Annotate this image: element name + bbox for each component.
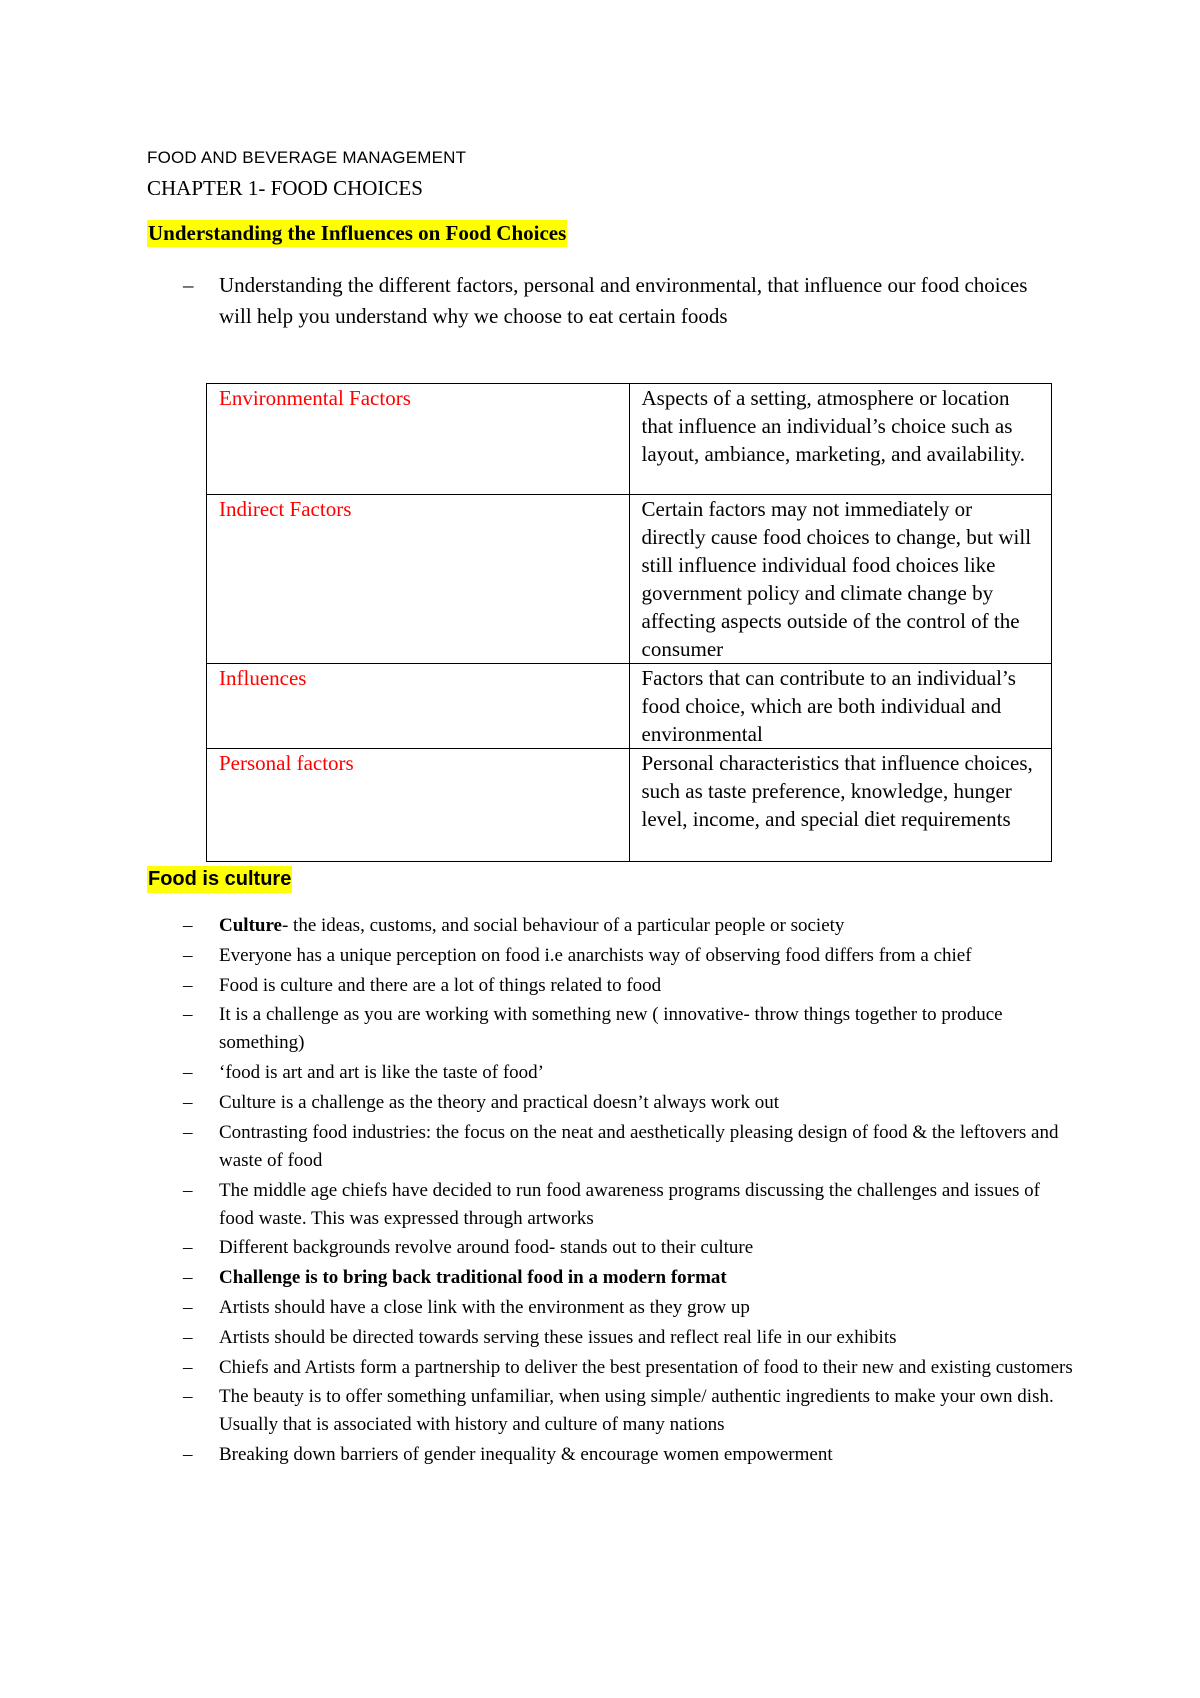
list-item xyxy=(147,1089,1077,1117)
dash-bullet-icon: – xyxy=(183,1179,193,1201)
list-item-text: Contrasting food industries: the focus on the neat and aesthetically pleasing design of food & the leftovers and waste of food xyxy=(219,1121,1059,1171)
table-cell-definition: Personal characteristics that influence choices, such as taste preference, knowledge, hunger level, income, and special diet requirements xyxy=(629,749,1052,862)
course-title: FOOD AND BEVERAGE MANAGEMENT xyxy=(147,148,467,167)
list-item-text: Breaking down barriers of gender inequality & encourage women empowerment xyxy=(219,1444,833,1466)
dash-bullet-icon: – xyxy=(183,273,194,297)
dash-bullet-icon: – xyxy=(183,1091,193,1113)
table-cell-definition: Aspects of a setting, atmosphere or location that influence an individual’s choice such as layout, ambiance, marketing, and availability. xyxy=(629,384,1052,495)
list-item-text: It is a challenge as you are working with something new ( innovative- throw things together to produce something) xyxy=(219,1004,1003,1054)
table-row xyxy=(207,384,1052,495)
chapter-title: CHAPTER 1- FOOD CHOICES xyxy=(147,176,423,200)
list-item-text: The middle age chiefs have decided to run food awareness programs discussing the challenges and issues of food waste. This was expressed through artworks xyxy=(219,1179,1040,1229)
dash-bullet-icon: – xyxy=(183,974,193,996)
dash-bullet-icon: – xyxy=(183,1386,193,1408)
list-item xyxy=(147,1059,1077,1087)
culture-bullet-list xyxy=(147,912,1077,1471)
list-item xyxy=(147,972,1077,1000)
list-item-text: The beauty is to offer something unfamiliar, when using simple/ authentic ingredients to make your own dish. Usually that is associated with history and culture of many nations xyxy=(219,1386,1054,1436)
list-item-text: Understanding the different factors, personal and environmental, that influence our food choices will help you understand why we choose to eat certain foods xyxy=(219,273,1028,328)
list-item xyxy=(147,1294,1077,1322)
list-item xyxy=(147,1119,1077,1175)
list-item-text: Culture is a challenge as the theory and practical doesn’t always work out xyxy=(219,1091,779,1113)
table-cell-definition: Certain factors may not immediately or directly cause food choices to change, but will still influence individual food choices like government policy and climate change by affecting aspects outside of the control of the consumer xyxy=(629,495,1052,664)
dash-bullet-icon: – xyxy=(183,1121,193,1143)
table-row xyxy=(207,664,1052,749)
section-heading-food-culture: Food is culture xyxy=(147,866,292,893)
dash-bullet-icon: – xyxy=(183,1267,193,1289)
list-item xyxy=(147,1264,1077,1292)
dash-bullet-icon: – xyxy=(183,1296,193,1318)
list-item xyxy=(147,270,1057,332)
list-item xyxy=(147,912,1077,940)
list-item xyxy=(147,1177,1077,1233)
list-item xyxy=(147,1441,1077,1469)
table-cell-term: Indirect Factors xyxy=(207,495,630,664)
dash-bullet-icon: – xyxy=(183,1062,193,1084)
list-item-text: Chiefs and Artists form a partnership to deliver the best presentation of food to their new and existing customers xyxy=(219,1356,1073,1378)
list-item-text: Different backgrounds revolve around food- stands out to their culture xyxy=(219,1237,754,1259)
culture-term: Culture xyxy=(219,915,282,936)
intro-bullet-list xyxy=(147,270,1057,332)
list-item-text: ‘food is art and art is like the taste of food’ xyxy=(219,1062,545,1084)
dash-bullet-icon: – xyxy=(183,944,193,966)
list-item xyxy=(147,1234,1077,1262)
dash-bullet-icon: – xyxy=(183,1444,193,1466)
list-item-text: Everyone has a unique perception on food i.e anarchists way of observing food differs from a chief xyxy=(219,944,972,966)
list-item-text: Artists should be directed towards serving these issues and reflect real life in our exhibits xyxy=(219,1326,897,1348)
list-item-text-bold: Challenge is to bring back traditional food in a modern format xyxy=(219,1267,727,1289)
table-cell-definition: Factors that can contribute to an individual’s food choice, which are both individual and environmental xyxy=(629,664,1052,749)
list-item xyxy=(147,1324,1077,1352)
section-heading-influences: Understanding the Influences on Food Choices xyxy=(148,221,567,245)
list-item-text: Artists should have a close link with the environment as they grow up xyxy=(219,1296,750,1318)
list-item xyxy=(147,1001,1077,1057)
list-item xyxy=(147,942,1077,970)
list-item xyxy=(147,1383,1077,1439)
dash-bullet-icon: – xyxy=(183,915,193,936)
table-cell-term: Influences xyxy=(207,664,630,749)
table-cell-term: Environmental Factors xyxy=(207,384,630,495)
factors-table xyxy=(206,383,1052,862)
dash-bullet-icon: – xyxy=(183,1004,193,1026)
list-item-text: Food is culture and there are a lot of things related to food xyxy=(219,974,662,996)
dash-bullet-icon: – xyxy=(183,1237,193,1259)
table-row xyxy=(207,495,1052,664)
table-cell-term: Personal factors xyxy=(207,749,630,862)
culture-definition: - the ideas, customs, and social behaviour of a particular people or society xyxy=(281,915,845,936)
table-row xyxy=(207,749,1052,862)
list-item xyxy=(147,1354,1077,1382)
dash-bullet-icon: – xyxy=(183,1356,193,1378)
dash-bullet-icon: – xyxy=(183,1326,193,1348)
